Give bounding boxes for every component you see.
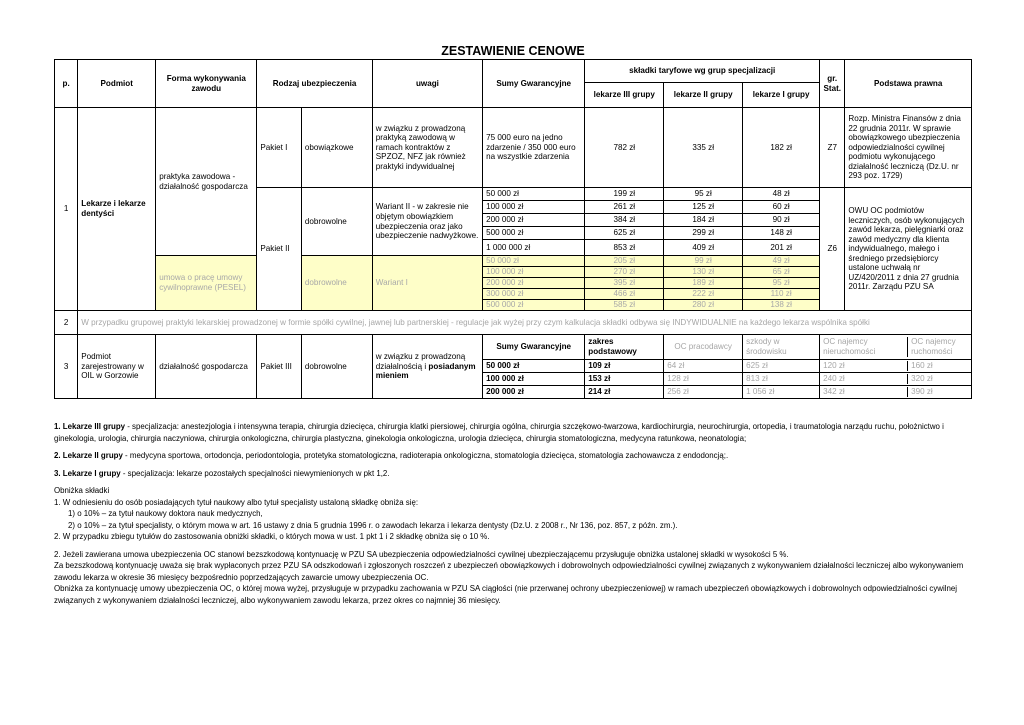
note-group-i [54,468,972,480]
row1-forma-umowa: umowa o pracę umowy cywilnoprawne (PESEL) [156,256,257,311]
row1-podmiot: Lekarze i lekarze dentyści [78,108,156,311]
pakiet-iii-suma: 100 000 zł [483,373,585,386]
wariant-i-price-i: 49 zł [743,256,820,267]
wariant-ii-suma: 100 000 zł [483,201,585,214]
header-rodzaj: Rodzaj ubezpieczenia [257,60,372,108]
wariant-ii-price-iii: 199 zł [585,188,664,201]
wariant-i-price-i: 110 zł [743,289,820,300]
wariant-ii-suma: 50 000 zł [483,188,585,201]
wariant-i-price-i: 95 zł [743,278,820,289]
wariant-ii-price-ii: 299 zł [664,227,743,240]
note-obnizka-5: Obniżka za kontynuację umowy ubezpieczenia OC, o której mowa wyżej, przysługuje w przypadku zachowania w PZU SA ciągłości (nie przerwanej ochrony ubezpieczeniowej) w ramach ubezpieczeń obowiązkowych i dobrowolnych odpowiedzialności cywilnej związanych z wykonywaniem działalności leczniczej, albo wykonywaniem zawodu lekarza, przez okres co najmniej 36 miesięcy. [54,584,958,605]
pakiet-i: Pakiet I [257,108,302,188]
pakiet-iii: Pakiet III [257,335,302,399]
pakiet-iii-nieruchomosci: 120 zł [820,361,908,371]
pakiet-ii-stat: Z6 [820,188,845,311]
pakiet-iii-szkody: 1 056 zł [743,386,820,399]
note-obnizka-title: Obniżka składki [54,486,110,495]
pakiet-i-obowiazkowe: obowiązkowe [301,108,372,188]
wariant-i-price-iii: 466 zł [585,289,664,300]
pakiet-i-stat: Z7 [820,108,845,188]
wariant-ii-price-iii: 384 zł [585,214,664,227]
pakiet-ii: Pakiet II [257,188,302,311]
wariant-i-suma: 500 000 zł [483,300,585,311]
pakiet-iii-nieruchomosci: 240 zł [820,374,908,384]
note-group-ii-text: - medycyna sportowa, ortodoncja, periodontologia, protetyka stomatologiczna, radioterapia onkologiczna, stomatologia dziecięca, stomatologia zachowawcza z endodoncją;. [122,451,729,460]
pakiet-iii-suma: 50 000 zł [483,360,585,373]
pakiet-iii-nieruchomosci: 342 zł [820,387,908,397]
row1-forma-praktyka: praktyka zawodowa - działalność gospodarcza [156,108,257,256]
pakiet-iii-zakres: 153 zł [585,373,664,386]
header-forma: Forma wykonywania zawodu [156,60,257,108]
note-group-iii-label: 1. Lekarze III grupy [54,422,126,431]
pakiet-i-price-ii: 335 zł [664,108,743,188]
note-group-i-text: - specjalizacja: lekarze pozostałych specjalności niewymienionych w pkt 1,2. [120,468,390,478]
note-obnizka-3: 2. Jeżeli zawierana umowa ubezpieczenia OC stanowi bezszkodową kontynuację w PZU SA ubezpieczenia odpowiedzialności cywilnej ubezpieczającemu przysługuje obniżka ustalonej składki w wysokości 5 %. [54,549,789,559]
row2-number: 2 [55,311,78,335]
pakiet-iii-szkody: 625 zł [743,360,820,373]
wariant-ii-price-i: 148 zł [743,227,820,240]
wariant-i-price-i: 65 zł [743,267,820,278]
header-group-ii: lekarze II grupy [664,83,743,108]
wariant-ii-price-i: 201 zł [743,240,820,256]
note-obnizka-4: Za bezszkodową kontynuację uważa się brak wypłaconych przez PZU SA odszkodowań i zgłoszonych roszczeń z ubezpieczeń obowiązkowych i dobrowolnych odpowiedzialności cywilnej związanych z wykonywaniem działalności leczniczej albo wykonywaniem zawodu lekarza w okresie 36 miesięcy bezpośrednio poprzedzających zawarcie umowy ubezpieczenia OC. [54,561,964,582]
header-podmiot: Podmiot [78,60,156,108]
wariant-ii-price-ii: 409 zł [664,240,743,256]
price-table [54,59,972,399]
note-obnizka-1: 1. W odniesieniu do osób posiadających tytuł naukowy albo tytuł specjalisty ustaloną składkę obniża się: [54,497,419,507]
wariant-ii-uwagi: Wariant II - w zakresie nie objętym obowiązkiem ubezpieczenia oraz jako ubezpieczenie nadwyżkowe. [372,188,482,256]
wariant-ii-price-ii: 95 zł [664,188,743,201]
pakiet-iii-uwagi [372,335,482,399]
note-obnizka-1a: 1) o 10% – za tytuł naukowy doktora nauk medycznych, [68,509,263,518]
wariant-i-price-iii: 270 zł [585,267,664,278]
header-group-iii: lekarze III grupy [585,83,664,108]
wariant-i-price-i: 138 zł [743,300,820,311]
pakiet-iii-najemcy [820,386,972,399]
wariant-i-price-ii: 189 zł [664,278,743,289]
pakiet-iii-header-ruchomosci: OC najemcy ruchomości [911,337,956,356]
pakiet-iii-header-zakres: zakres podstawowy [585,335,664,360]
header-group-i: lekarze I grupy [743,83,820,108]
pakiet-i-price-i: 182 zł [743,108,820,188]
pakiet-iii-header-szkody: szkody w środowisku [743,335,820,360]
wariant-i-price-ii: 130 zł [664,267,743,278]
row1-number: 1 [55,108,78,311]
page-title: ZESTAWIENIE CENOWE [441,44,585,58]
row3-number: 3 [55,335,78,399]
header-uwagi: uwagi [372,60,482,108]
pakiet-i-uwagi: w związku z prowadzoną praktyką zawodową w ramach kontraktów z SPZOZ, NFZ jak również praktyki indywidualnej [372,108,482,188]
header-skladki: składki taryfowe wg grup specjalizacji [585,60,820,83]
wariant-ii-price-ii: 125 zł [664,201,743,214]
row3-podmiot: Podmiot zarejestrowany w OIL w Gorzowie [78,335,156,399]
pakiet-iii-pracodawcy: 256 zł [664,386,743,399]
pakiet-i-price-iii: 782 zł [585,108,664,188]
pakiet-iii-header-najemcy [820,335,972,360]
pakiet-iii-header-sumy: Sumy Gwarancyjne [483,335,585,360]
pakiet-iii-ruchomosci: 320 zł [911,374,933,384]
pakiet-iii-pracodawcy: 64 zł [664,360,743,373]
pakiet-iii-najemcy [820,373,972,386]
pakiet-ii-podstawa: OWU OC podmiotów leczniczych, osób wykonujących zawód lekarza, pielęgniarki oraz zawód medyczny dla klienta indywidualnego, małego i średniego przedsiębiorcy ustalone uchwałą nr UZ/420/2011 z dnia 27 grudnia 2011r. Zarządu PZU SA [845,188,972,311]
header-podstawa: Podstawa prawna [845,60,972,108]
pakiet-iii-najemcy [820,360,972,373]
wariant-ii-suma: 500 000 zł [483,227,585,240]
wariant-i-price-ii: 99 zł [664,256,743,267]
note-obnizka-2: 2. W przypadku zbiegu tytułów do zastosowania obniżki składki, o których mowa w ust. 1 pkt 1 i 2 składkę obniża się o 10 %. [54,532,490,541]
wariant-i-price-ii: 280 zł [664,300,743,311]
wariant-i-price-iii: 585 zł [585,300,664,311]
wariant-ii-suma: 200 000 zł [483,214,585,227]
wariant-ii-price-iii: 625 zł [585,227,664,240]
pakiet-iii-suma: 200 000 zł [483,386,585,399]
pakiet-iii-zakres: 109 zł [585,360,664,373]
row2-text: W przypadku grupowej praktyki lekarskiej prowadzonej w formie spółki cywilnej, jawnej lub partnerskiej - regulacje jak wyżej przy czym kalkulacja składki odbywa się INDYWIDUALNIE na każdego lekarza wspólnika spółki [78,311,972,335]
pakiet-iii-uwagi-text: w związku z prowadzoną działalnością i [375,352,466,371]
wariant-i-price-ii: 222 zł [664,289,743,300]
note-group-iii-text: - specjalizacja: anestezjologia i intensywna terapia, chirurgia dziecięca, chirurgia klatki piersiowej, chirurgia ogólna, chirurgia szczękowo-twarzowa, kardiochirurgia, neurochirurgia, ortopedia, i traumatologia narządu ruchu, położnictwo i ginekologia, urologia, chirurgia naczyniowa, chirurgia onkologiczna, chirurgia plastyczna, ginekologia onkologiczna, urologia dziecięca, chirurgia stomatologiczna, medycyna ratunkowa, neonatologia; [54,422,944,443]
wariant-i-price-iii: 205 zł [585,256,664,267]
pakiet-iii-uwagi-bold: posiadanym mieniem [375,361,476,381]
wariant-ii-price-i: 48 zł [743,188,820,201]
note-group-ii [54,450,972,462]
header-p: p. [55,60,78,108]
wariant-i-suma: 50 000 zł [483,256,585,267]
header-stat: gr. Stat. [820,60,845,108]
row3-forma: działalność gospodarcza [156,335,257,399]
pakiet-iii-pracodawcy: 128 zł [664,373,743,386]
pakiet-iii-ruchomosci: 390 zł [911,387,933,397]
wariant-i-price-iii: 395 zł [585,278,664,289]
pakiet-i-sumy: 75 000 euro na jedno zdarzenie / 350 000 euro na wszystkie zdarzenia [483,108,585,188]
pakiet-iii-zakres: 214 zł [585,386,664,399]
header-sumy: Sumy Gwarancyjne [483,60,585,108]
wariant-ii-price-iii: 261 zł [585,201,664,214]
wariant-i-suma: 300 000 zł [483,289,585,300]
pakiet-iii-szkody: 813 zł [743,373,820,386]
pakiet-iii-header-nieruchomosci: OC najemcy nieruchomości [820,337,908,356]
wariant-i-suma: 100 000 zł [483,267,585,278]
pakiet-ii-dobrowolne: dobrowolne [301,188,372,256]
note-group-i-label: 3. Lekarze I grupy [54,468,121,478]
note-group-iii [54,421,972,444]
pakiet-i-podstawa: Rozp. Ministra Finansów z dnia 22 grudnia 2011r. W sprawie obowiązkowego ubezpieczenia odpowiedzialności cywilnej podmiotu wykonującego działalność leczniczą (Dz.U. nr 293 poz. 1729) [845,108,972,188]
wariant-ii-suma: 1 000 000 zł [483,240,585,256]
wariant-i-dobrowolne: dobrowolne [301,256,372,311]
wariant-ii-price-i: 60 zł [743,201,820,214]
note-obnizka-1b: 2) o 10% – za tytuł specjalisty, o którym mowa w art. 16 ustawy z dnia 5 grudnia 1996 r. o zawodach lekarza i lekarza dentysty (Dz.U. z 2008 r., Nr 136, poz. 857, z późn. zm.). [68,520,678,530]
notes-section [54,421,972,606]
wariant-i-suma: 200 000 zł [483,278,585,289]
pakiet-iii-header-pracodawcy: OC pracodawcy [664,335,743,360]
wariant-ii-price-i: 90 zł [743,214,820,227]
wariant-i-uwagi: Wariant I [372,256,482,311]
pakiet-iii-ruchomosci: 160 zł [911,361,933,371]
wariant-ii-price-iii: 853 zł [585,240,664,256]
pakiet-iii-rodzaj: dobrowolne [301,335,372,399]
wariant-ii-price-ii: 184 zł [664,214,743,227]
note-group-ii-label: 2. Lekarze II grupy [54,451,123,460]
